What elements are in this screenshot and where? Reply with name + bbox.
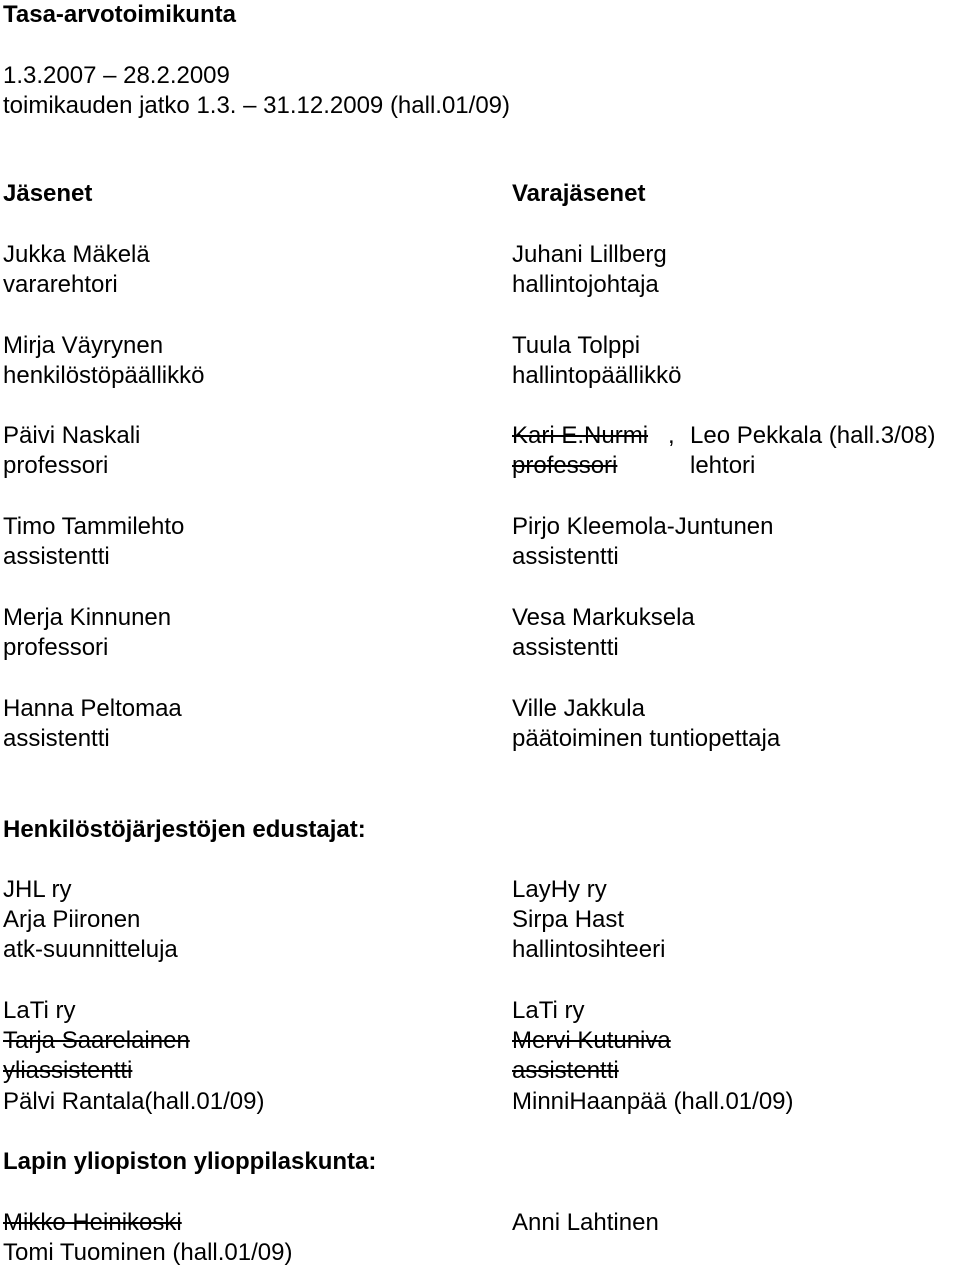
staff-name-struck: Mervi Kutuniva <box>512 1027 671 1054</box>
member-name: Jukka Mäkelä <box>3 241 150 268</box>
staff-role: hallintosihteeri <box>512 936 666 963</box>
deputy-name: Juhani Lillberg <box>512 241 667 268</box>
member-name: Timo Tammilehto <box>3 513 185 540</box>
page-title: Tasa-arvotoimikunta <box>3 1 236 28</box>
deputy-name: Ville Jakkula <box>512 695 645 722</box>
staff-replacement: Pälvi Rantala(hall.01/09) <box>3 1088 265 1115</box>
deputy-role-struck: professori <box>512 452 618 479</box>
member-role: assistentti <box>3 725 110 752</box>
member-name: Päivi Naskali <box>3 422 141 449</box>
staff-heading: Henkilöstöjärjestöjen edustajat: <box>3 816 366 843</box>
member-name: Hanna Peltomaa <box>3 695 182 722</box>
deputy-role: päätoiminen tuntiopettaja <box>512 725 781 752</box>
staff-name: Sirpa Hast <box>512 906 625 933</box>
staff-name-struck: Tarja Saarelainen <box>3 1027 190 1054</box>
staff-org: LayHy ry <box>512 876 607 903</box>
deputy-role: hallintojohtaja <box>512 271 659 298</box>
deputy-name-new: Leo Pekkala (hall.3/08) <box>690 422 936 449</box>
member-name: Merja Kinnunen <box>3 604 172 631</box>
deputy-name: Pirjo Kleemola-Juntunen <box>512 513 774 540</box>
staff-org: LaTi ry <box>3 997 76 1024</box>
deputy-name: Vesa Markuksela <box>512 604 695 631</box>
deputy-name-struck: Kari E.Nurmi <box>512 422 649 449</box>
member-role: henkilöstöpäällikkö <box>3 362 205 389</box>
member-role: assistentti <box>3 543 110 570</box>
staff-role-struck: assistentti <box>512 1057 619 1084</box>
students-heading: Lapin yliopiston ylioppilaskunta: <box>3 1148 377 1175</box>
staff-org: JHL ry <box>3 876 72 903</box>
member-name: Mirja Väyrynen <box>3 332 164 359</box>
member-role: vararehtori <box>3 271 118 298</box>
deputy-name: Tuula Tolppi <box>512 332 641 359</box>
staff-name: Arja Piironen <box>3 906 141 933</box>
deputy-role-new: lehtori <box>690 452 756 479</box>
staff-role-struck: yliassistentti <box>3 1057 133 1084</box>
student-name-new: Tomi Tuominen (hall.01/09) <box>3 1239 293 1266</box>
deputy-role: hallintopäällikkö <box>512 362 682 389</box>
term-dates: 1.3.2007 – 28.2.2009 <box>3 62 230 89</box>
term-extension: toimikauden jatko 1.3. – 31.12.2009 (hall.01/09) <box>3 92 511 119</box>
deputies-heading: Varajäsenet <box>512 180 646 207</box>
member-role: professori <box>3 634 109 661</box>
staff-org: LaTi ry <box>512 997 585 1024</box>
staff-replacement: MinniHaanpää (hall.01/09) <box>512 1088 794 1115</box>
member-role: professori <box>3 452 109 479</box>
student-deputy-name: Anni Lahtinen <box>512 1209 659 1236</box>
deputy-role: assistentti <box>512 634 619 661</box>
deputy-name-comma: , <box>668 422 675 449</box>
student-name-struck: Mikko Heinikoski <box>3 1209 182 1236</box>
deputy-role: assistentti <box>512 543 619 570</box>
members-heading: Jäsenet <box>3 180 93 207</box>
staff-role: atk-suunnitteluja <box>3 936 178 963</box>
